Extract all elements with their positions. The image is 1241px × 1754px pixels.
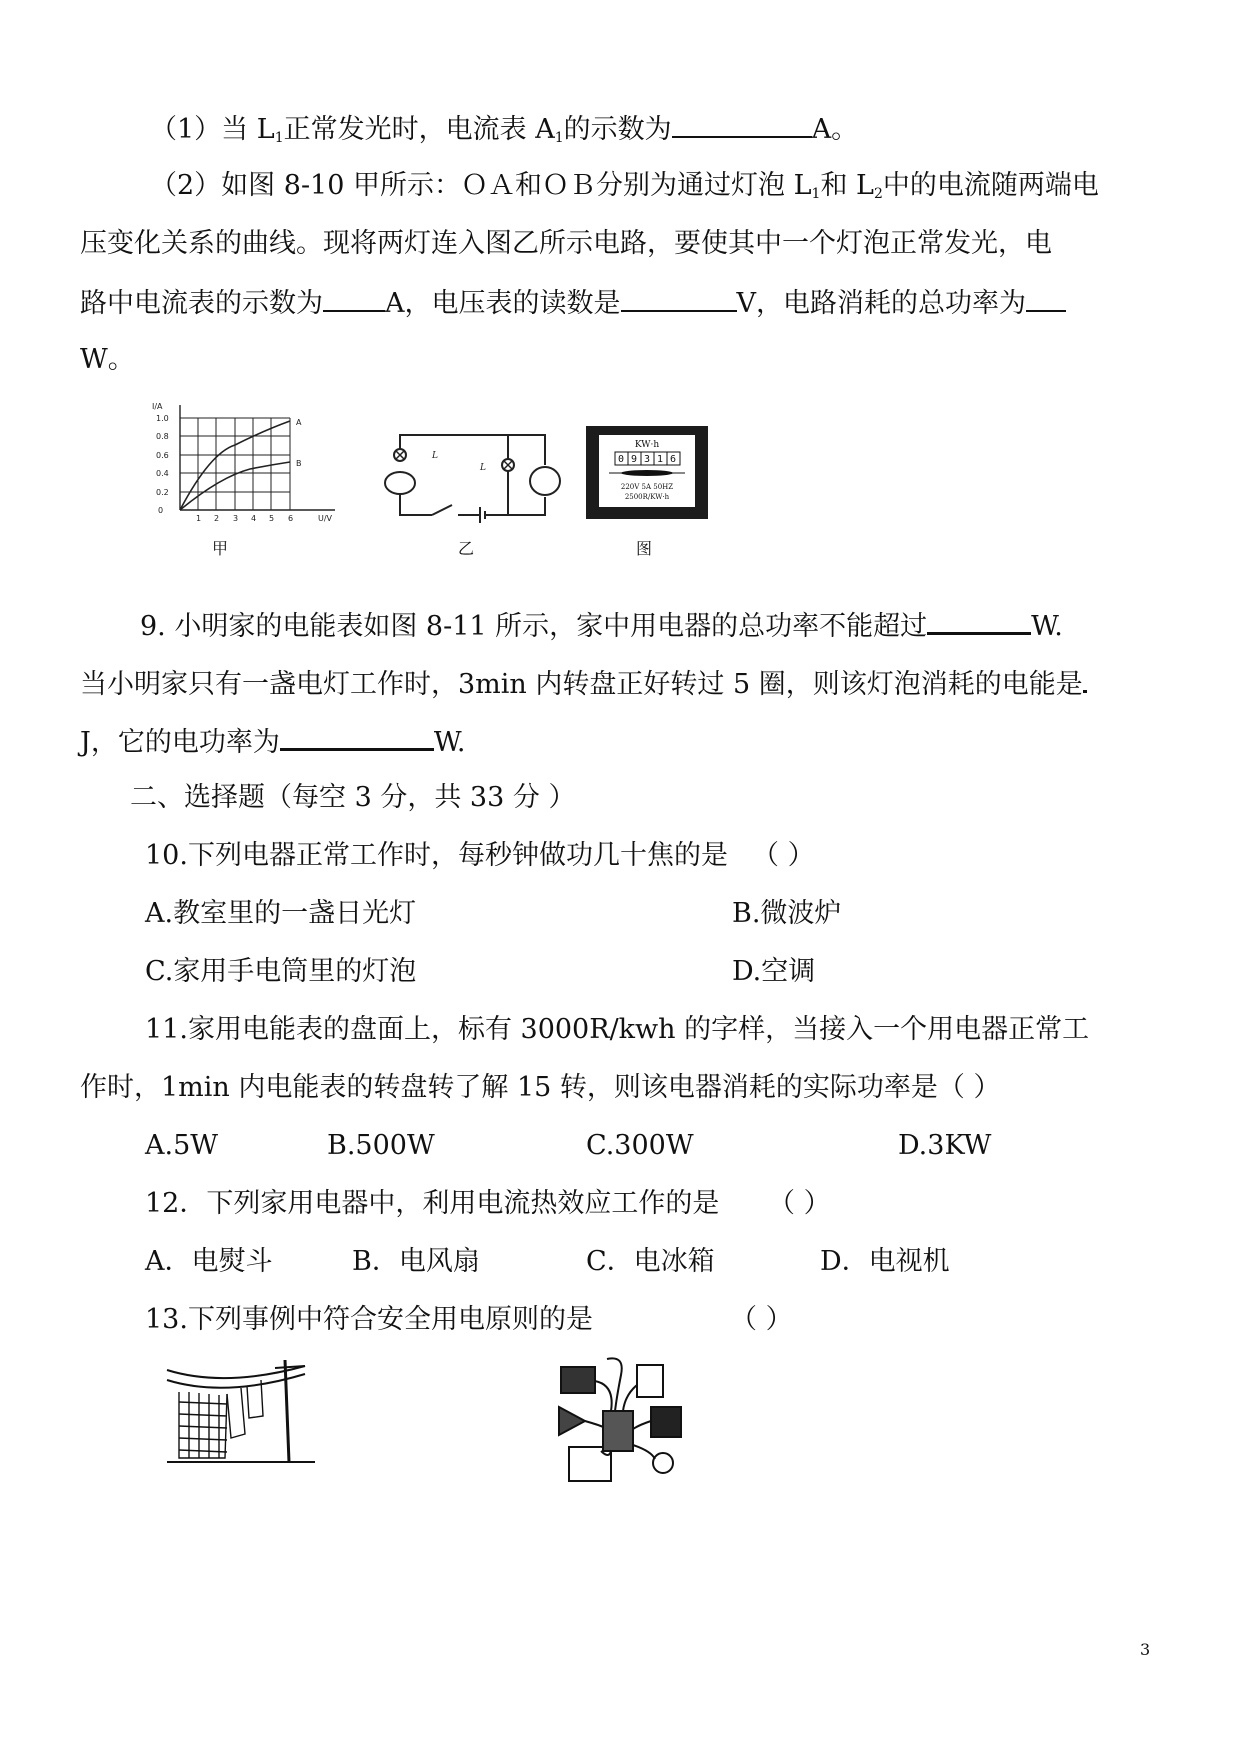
clothes-on-power-line-illustration [165,1358,325,1470]
meter-digit: 9 [630,454,638,465]
x-axis-label: U/V [318,514,333,523]
y-tick-label: 0.8 [156,432,169,441]
energy-meter [585,425,709,520]
q8-part2-line3 [80,284,1066,322]
answer-blank[interactable] [1026,284,1066,312]
q12-option-b[interactable]: B．电风扇 [352,1246,480,1277]
q9-text: W. [1031,611,1063,642]
q8-part2-line1 [150,168,1099,212]
q11-option-c[interactable]: C.300W [586,1130,694,1161]
x-tick-label: 6 [288,514,294,523]
subscript: 1 [554,130,564,146]
rotating-disc [621,470,673,476]
section-heading: 二、选择题（每空 3 分，共 33 分 ） [130,782,576,813]
q12-option-d[interactable]: D．电视机 [820,1246,950,1277]
subscript: 2 [873,186,883,202]
utility-pole [285,1360,289,1462]
y-tick-label: 0.6 [156,451,169,460]
y-tick-label: 0 [158,506,164,515]
q8-part1-text: （1）当 L [150,114,275,145]
q12-answer-paren[interactable]: （ ） [768,1188,831,1219]
x-tick-label: 1 [196,514,202,523]
current-voltage-graph [150,395,350,558]
q8-part2-text: A，电压表的读数是 [385,288,621,319]
q9-line1 [140,606,1063,645]
wire [508,497,545,515]
q10-option-b[interactable]: B.微波炉 [732,898,842,929]
q10-option-d[interactable]: D.空调 [732,956,816,987]
q10-stem: 10.下列电器正常工作时，每秒钟做功几十焦的是 [145,840,728,871]
wire [485,435,508,515]
figure-caption-jia: 甲 [212,539,229,558]
meter-digit: 0 [617,454,625,465]
curve-a-label: A [296,418,302,427]
q9-text: 9. 小明家的电能表如图 8-11 所示，家中用电器的总功率不能超过 [140,611,928,642]
q13-stem: 13.下列事例中符合安全用电原则的是 [145,1304,593,1335]
q9-line3 [80,722,465,761]
answer-blank[interactable] [927,606,1031,635]
voltmeter [530,467,560,495]
meter-digit: 3 [643,454,651,465]
subscript: 1 [811,186,821,202]
switch [432,505,452,515]
q8-part1 [150,110,858,156]
q8-part1-text: 正常发光时，电流表 A [283,114,555,145]
x-tick-label: 2 [214,514,220,523]
hanging-clothes [179,1380,263,1458]
meter-digit: 6 [669,454,677,465]
radio-appliance [561,1367,595,1393]
q9-line2 [80,664,1087,703]
lamp-l2-label: L [480,463,486,473]
tv-appliance [569,1447,611,1481]
answer-blank[interactable] [672,110,812,138]
q8-part2-text: V，电路消耗的总功率为 [736,288,1026,319]
q12-stem: 12．下列家用电器中，利用电流热效应工作的是 [145,1188,720,1219]
q11-option-d[interactable]: D.3KW [898,1130,992,1161]
lamp-l1-label: L [432,451,438,461]
refrigerator-appliance [637,1365,663,1397]
subscript: 1 [274,130,284,146]
kettle-appliance [653,1453,673,1473]
y-tick-label: 1.0 [156,414,169,423]
q8-part2-line2: 压变化关系的曲线。现将两灯连入图乙所示电路，要使其中一个灯泡正常发光，电 [80,228,1052,259]
q12-option-c[interactable]: C．电冰箱 [586,1246,715,1277]
circuit-diagram [380,425,580,535]
q8-part2-text: 路中电流表的示数为 [80,288,323,319]
x-tick-label: 3 [233,514,239,523]
q13-answer-paren[interactable]: （ ） [730,1304,793,1335]
power-strip [603,1411,633,1451]
q9-text: W. [433,727,466,758]
meter-spec: 220V 5A 50HZ [620,483,674,491]
q8-part2-text: 中的电流随两端电 [882,170,1099,201]
q12-option-a[interactable]: A．电熨斗 [145,1246,273,1277]
x-tick-label: 4 [251,514,257,523]
y-tick-label: 0.4 [156,469,169,478]
fan-appliance [559,1407,585,1435]
q9-text: 当小明家只有一盏电灯工作时，3min 内转盘正好转过 5 圈，则该灯泡消耗的电能是 [80,669,1083,700]
meter-unit: KW·h [634,440,660,450]
wire [400,435,545,465]
q10-option-c[interactable]: C.家用手电筒里的灯泡 [145,956,417,987]
answer-blank[interactable] [280,722,434,751]
q11-option-b[interactable]: B.500W [327,1130,435,1161]
meter-digit: 1 [656,454,664,465]
q8-part2-text: 和 L [820,170,874,201]
y-axis-label: I/A [152,402,163,411]
q9-text: J，它的电功率为 [80,727,280,758]
answer-blank[interactable] [323,284,385,312]
page-number: 3 [1140,1640,1151,1659]
speaker-appliance [651,1407,681,1437]
q11-line1: 11.家用电能表的盘面上，标有 3000R/kwh 的字样，当接入一个用电器正常工 [145,1014,1090,1045]
y-tick-label: 0.2 [156,488,169,497]
overloaded-outlet-illustration [555,1355,695,1490]
ammeter [385,472,415,494]
answer-blank[interactable] [621,284,737,312]
q8-part1-text: 的示数为 [563,114,672,145]
meter-rate: 2500R/KW·h [624,493,670,501]
q8-part2-line4: W。 [80,344,135,375]
x-tick-label: 5 [269,514,275,523]
q11-line2: 作时，1min 内电能表的转盘转了解 15 转，则该电器消耗的实际功率是（ ） [80,1072,1001,1103]
q8-part2-text: （2）如图 8-10 甲所示：ＯＡ和ＯＢ分别为通过灯泡 L [150,170,812,201]
figure-caption-tu: 图 [636,539,653,558]
q11-option-a[interactable]: A.5W [145,1130,219,1161]
q10-answer-paren[interactable]: （ ） [752,840,815,871]
q10-option-a[interactable]: A.教室里的一盏日光灯 [145,898,417,929]
q8-part1-text: A。 [811,114,859,145]
curve-b-label: B [296,459,302,468]
figure-caption-yi: 乙 [458,539,475,558]
answer-blank[interactable] [1083,664,1087,693]
